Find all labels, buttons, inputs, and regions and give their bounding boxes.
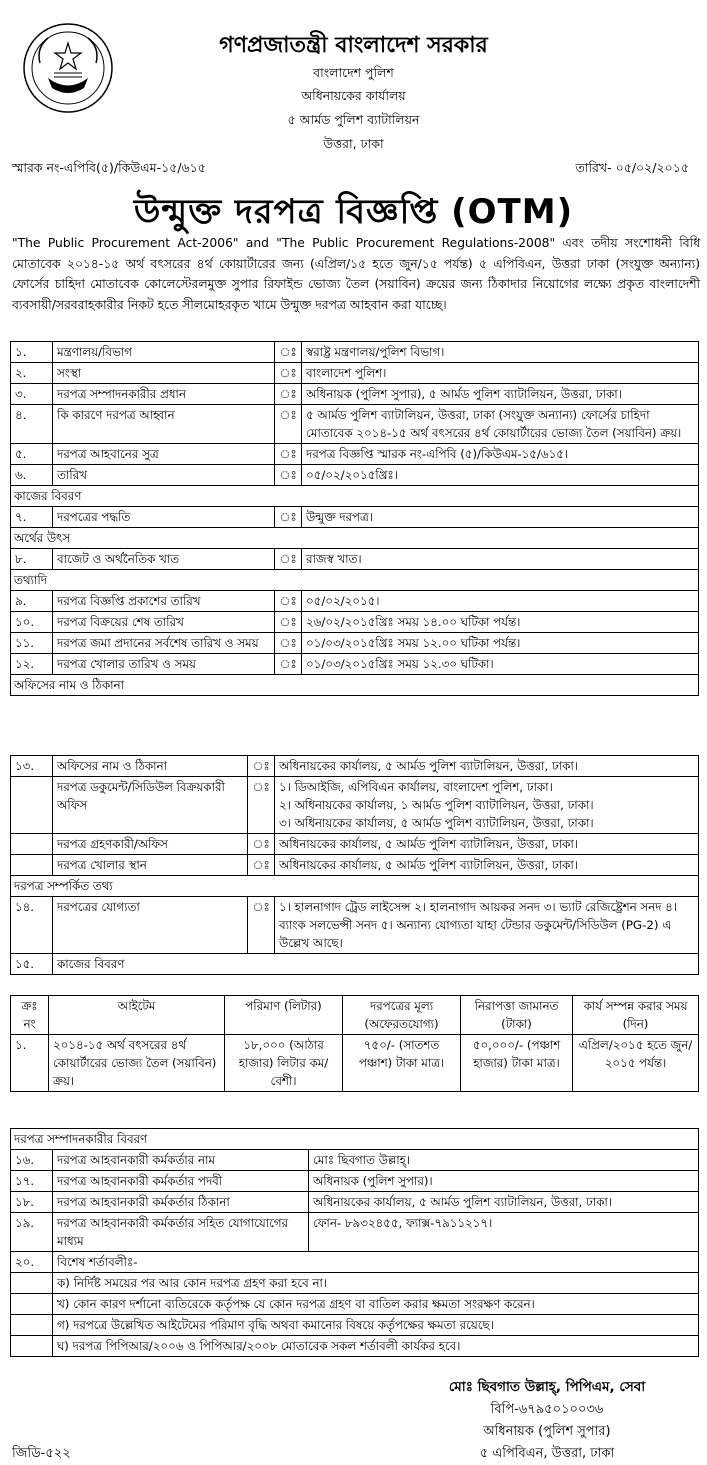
row-label: তারিখ <box>53 465 275 486</box>
row-number: ৫. <box>11 444 53 465</box>
colon: ঃ <box>275 612 302 633</box>
row-label: দরপত্র আহবানকারী কর্মকর্তার পদবী <box>53 1171 309 1192</box>
row-value: অধিনায়কের কার্যালয়, ৫ আর্মড পুলিশ ব্যাটালিয়ন, উত্তরা, ঢাকা। <box>275 756 699 777</box>
signatory-bp: বিপি-৬৭৯৫০১০০৩৬ <box>490 1402 604 1417</box>
table-row <box>11 777 699 834</box>
row-label: দরপত্র আহবানকারী কর্মকর্তার সহিত যোগাযোগের মাধ্যম <box>53 1213 309 1252</box>
row-value: ০৫/০২/২০১৫খ্রিঃ। <box>302 465 699 486</box>
colon: ঃ <box>275 654 302 675</box>
colon: ঃ <box>248 756 275 777</box>
colon: ঃ <box>275 384 302 405</box>
item-cell: এপ্রিল/২০১৫ হতে জুন/২০১৫ পর্যন্ত। <box>573 1035 699 1092</box>
colon: ঃ <box>248 855 275 876</box>
section-heading-work: কাজের বিবরণ <box>11 486 699 507</box>
row-number: ২০. <box>11 1252 53 1273</box>
table-row <box>11 756 699 777</box>
item-cell: ৭৫০/- (সাতশত পঞ্চাশ) টাকা মাত্র। <box>343 1035 461 1092</box>
row-number: ৯. <box>11 591 53 612</box>
memo-date: তারিখ- ০৫/০২/২০১৫ <box>575 160 689 175</box>
section-heading-office: অফিসের নাম ও ঠিকানা <box>11 675 699 696</box>
office-table <box>10 755 699 975</box>
column-header: নিরাপত্তা জামানত (টাকা) <box>461 996 573 1035</box>
signatory-designation: অধিনায়ক (পুলিশ সুপার) <box>483 1424 611 1439</box>
tender-info-table <box>10 341 699 696</box>
row-value: মোঃ ছিবগাত উল্লাহ্। <box>309 1150 699 1171</box>
header-line-4: উত্তরা, ঢাকা <box>323 136 384 151</box>
row-label: দরপত্র বিজ্ঞপ্তি প্রকাশের তারিখ <box>53 591 275 612</box>
colon: ঃ <box>275 633 302 654</box>
office-line: ১। ডিআইজি, এপিবিএন কার্যালয়, বাংলাদেশ পুলিশ, ঢাকা। <box>279 780 553 794</box>
section-heading-officer: দরপত্র সম্পাদনকারীর বিবরণ <box>11 1129 699 1150</box>
row-label: দরপত্র গ্রহণকারী/অফিস <box>53 834 248 855</box>
colon: ঃ <box>275 363 302 384</box>
row-label: দরপত্র খোলার তারিখ ও সময় <box>53 654 275 675</box>
item-cell: ১৮,০০০ (আঠার হাজার) লিটার কম/বেশী। <box>225 1035 343 1092</box>
row-number: ১০. <box>11 612 53 633</box>
condition-row <box>11 1315 699 1336</box>
row-value: ০১/০৩/২০১৫খ্রিঃ সময় ১২.০০ ঘটিকা পর্যন্ত। <box>302 633 699 654</box>
row-value: ১। হালনাগাদ ট্রেড লাইসেন্স ২। হালনাগাদ আয়কর সনদ ৩। ভ্যাট রেজিষ্ট্রেশন সনদ ৪। ব্যাংক সলভেন্সী সনদ ৫। অন্যান্য যোগ্যতা যাহা টেন্ডার ডকুমেন্ট/সিডিউল (PG-2) এ উল্লেখ আছে। <box>275 897 699 954</box>
row-label: কাজের বিবরণ <box>53 954 699 975</box>
section-heading-tender: দরপত্র সম্পর্কিত তথ্য <box>11 876 699 897</box>
row-number: ২. <box>11 363 53 384</box>
condition-text: গ) দরপত্রে উল্লেখিত আইটেমের পরিমাণ বৃদ্ধি অথবা কমানোর বিষয়ে কর্তৃপক্ষের ক্ষমতা রয়েছে। <box>53 1315 699 1336</box>
table-row <box>11 855 699 876</box>
table-row <box>11 897 699 954</box>
row-label: দরপত্র বিক্রয়ের শেষ তারিখ <box>53 612 275 633</box>
header-line-1: বাংলাদেশ পুলিশ <box>313 65 394 80</box>
row-label: দরপত্র খোলার স্থান <box>53 855 248 876</box>
condition-text: ক) নির্দিষ্ট সময়ের পর আর কোন দরপত্র গ্রহণ করা হবে না। <box>53 1273 699 1294</box>
row-number: ১৬. <box>11 1150 53 1171</box>
row-value: অধিনায়ক (পুলিশ সুপার)। <box>309 1171 699 1192</box>
row-value: অধিনায়কের কার্যালয়, ৫ আর্মড পুলিশ ব্যাটালিয়ন, উত্তরা, ঢাকা। <box>275 834 699 855</box>
row-number: ১৩. <box>11 756 53 777</box>
office-line: ৩। অধিনায়কের কার্যালয়, ৫ আর্মড পুলিশ ব্যাটালিয়ন, উত্তরা, ঢাকা। <box>279 816 594 830</box>
item-cell: ৫০,০০০/- (পঞ্চাশ হাজার) টাকা মাত্র। <box>461 1035 573 1092</box>
items-header-row <box>11 996 699 1035</box>
section-heading-fund: অর্থের উৎস <box>11 528 699 549</box>
row-label: দরপত্র আহবানের সুত্র <box>53 444 275 465</box>
row-number: ৮. <box>11 549 53 570</box>
row-value: ৫ আর্মড পুলিশ ব্যাটালিয়ন, উত্তরা, ঢাকা (সংযুক্ত অন্যান্য) ফোর্সের চাহিদা মোতাবেক ২০১৪-১৫ অর্থ বৎসরের ৪র্থ কোয়ার্টারের ভোজ্য তৈল (সয়াবিন) ক্রয়। <box>302 405 699 444</box>
condition-text: খ) কোন কারণ দর্শানো ব্যতিরেকে কর্তৃপক্ষ যে কোন দরপত্র গ্রহণ বা বাতিল করার ক্ষমতা সংরক্ষণ করেন। <box>53 1294 699 1315</box>
table-row <box>11 384 699 405</box>
row-value: দরপত্র বিজ্ঞপ্তি স্মারক নং-এপিবি (৫)/কিউএম-১৫/৬১৫। <box>302 444 699 465</box>
colon: ঃ <box>275 444 302 465</box>
table-row <box>11 954 699 975</box>
row-number <box>11 855 53 876</box>
colon: ঃ <box>248 777 275 834</box>
table-row <box>11 465 699 486</box>
officer-table <box>10 1128 699 1357</box>
row-number: ১৫. <box>11 954 53 975</box>
colon: ঃ <box>248 897 275 954</box>
table-row <box>11 363 699 384</box>
row-value: ফোন- ৮৯৩২৪৫৫, ফ্যাক্স-৭৯১১২১৭। <box>309 1213 699 1252</box>
row-value <box>275 777 699 834</box>
table-row <box>11 405 699 444</box>
row-label: দরপত্র আহবানকারী কর্মকর্তার নাম <box>53 1150 309 1171</box>
table-row <box>11 549 699 570</box>
row-number: ৩. <box>11 384 53 405</box>
row-number: ৬. <box>11 465 53 486</box>
table-row <box>11 654 699 675</box>
row-number: ৪. <box>11 405 53 444</box>
row-label: দরপত্রের পদ্ধতি <box>53 507 275 528</box>
header-line-3: ৫ আর্মড পুলিশ ব্যাটালিয়ন <box>287 112 420 127</box>
row-label: সংস্থা <box>53 363 275 384</box>
row-number: ১৭. <box>11 1171 53 1192</box>
row-value: অধিনায়ক (পুলিশ সুপার), ৫ আর্মড পুলিশ ব্যাটালিয়ন, উত্তরা, ঢাকা। <box>302 384 699 405</box>
row-label: দরপত্র আহবানকারী কর্মকর্তার ঠিকানা <box>53 1192 309 1213</box>
column-header: ক্রঃ নং <box>11 996 49 1035</box>
item-cell: ২০১৪-১৫ অর্থ বৎসরের ৪র্থ কোয়ার্টারের ভোজ্য তৈল (সয়াবিন) ক্রয়। <box>49 1035 225 1092</box>
colon: ঃ <box>275 342 302 363</box>
colon: ঃ <box>275 465 302 486</box>
row-label: দরপত্র সম্পাদনকারীর প্রধান <box>53 384 275 405</box>
header-line-2: অধিনায়কের কার্যালয় <box>301 88 406 103</box>
colon: ঃ <box>275 549 302 570</box>
table-row <box>11 1171 699 1192</box>
gd-number: জিডি-৫২২ <box>12 1446 71 1461</box>
table-row <box>11 1252 699 1273</box>
column-header: আইটেম <box>49 996 225 1035</box>
signatory-name: মোঃ ছিবগাত উল্লাহ্, পিপিএম, সেবা <box>448 1379 646 1395</box>
condition-row <box>11 1294 699 1315</box>
signatory-unit: ৫ এপিবিএন, উত্তরা, ঢাকা <box>479 1446 615 1461</box>
table-row <box>11 444 699 465</box>
memo-number: স্মারক নং-এপিবি(৫)/কিউএম-১৫/৬১৫ <box>12 160 206 175</box>
office-line: ২। অধিনায়কের কার্যালয়, ১ আর্মড পুলিশ ব্যাটালিয়ন, উত্তরা, ঢাকা। <box>279 798 594 812</box>
items-table <box>10 995 699 1092</box>
table-row <box>11 591 699 612</box>
government-title: গণপ্রজাতন্ত্রী বাংলাদেশ সরকার <box>219 33 488 58</box>
row-number: ১১. <box>11 633 53 654</box>
row-value: ২৬/০২/২০১৫খ্রিঃ সময় ১৪.০০ ঘটিকা পর্যন্ত। <box>302 612 699 633</box>
table-row <box>11 507 699 528</box>
column-header: কার্য সম্পন্ন করার সময় (দিন) <box>573 996 699 1035</box>
condition-row <box>11 1273 699 1294</box>
colon: ঃ <box>248 834 275 855</box>
table-row <box>11 1213 699 1252</box>
section-heading-info: তথ্যাদি <box>11 570 699 591</box>
colon: ঃ <box>275 507 302 528</box>
table-row <box>11 612 699 633</box>
table-row <box>11 834 699 855</box>
notice-title: উন্মুক্ত দরপত্র বিজ্ঞপ্তি (OTM) <box>133 192 574 232</box>
row-label: দরপত্র জমা প্রদানের সর্বশেষ তারিখ ও সময় <box>53 633 275 654</box>
condition-row <box>11 1336 699 1357</box>
row-number: ১২. <box>11 654 53 675</box>
row-number <box>11 777 53 834</box>
row-label: মন্ত্রণালয়/বিভাগ <box>53 342 275 363</box>
condition-text: ঘ) দরপত্র পিপিআর/২০০৬ ও পিপিআর/২০০৮ মোতাবেক সকল শর্তাবলী কার্যকর হবে। <box>53 1336 699 1357</box>
row-value: অধিনায়কের কার্যালয়, ৫ আর্মড পুলিশ ব্যাটালিয়ন, উত্তরা, ঢাকা। <box>309 1192 699 1213</box>
row-number: ১৯. <box>11 1213 53 1252</box>
row-value: স্বরাষ্ট্র মন্ত্রণালয়/পুলিশ বিভাগ। <box>302 342 699 363</box>
colon: ঃ <box>275 591 302 612</box>
row-label: দরপত্র ডকুমেন্ট/সিডিউল বিক্রয়কারী অফিস <box>53 777 248 834</box>
table-row <box>11 1192 699 1213</box>
row-number: ১৮. <box>11 1192 53 1213</box>
table-row <box>11 1035 699 1092</box>
row-value: উন্মুক্ত দরপত্র। <box>302 507 699 528</box>
row-number: ৭. <box>11 507 53 528</box>
row-label: দরপত্রের যোগ্যতা <box>53 897 248 954</box>
row-value: বাংলাদেশ পুলিশ। <box>302 363 699 384</box>
table-row <box>11 633 699 654</box>
column-header: পরিমাণ (লিটার) <box>225 996 343 1035</box>
item-cell: ১. <box>11 1035 49 1092</box>
row-label: বাজেট ও অর্থনৈতিক খাত <box>53 549 275 570</box>
intro-paragraph: "The Public Procurement Act-2006" and "The Public Procurement Regulations-2008" এবং তদীয় সংশোধনী বিধি মোতাবেক ২০১৪-১৫ অর্থ বৎসরের ৪র্থ কোয়ার্টারের জন্য (এপ্রিল/১৫ হতে জুন/১৫ পর্যন্ত) ৫ এপিবিএন, উত্তরা ঢাকা (সংযুক্ত অন্যান্য) ফোর্সের চাহিদা মোতাবেক কোলেস্টেরলমুক্ত সুপার রিফাইন্ড ভোজ্য তৈল (সয়াবিন) ক্রয়ের জন্য ঠিকাদার নিয়োগের লক্ষ্যে প্রকৃত বাংলাদেশী ব্যবসায়ী/সরবরাহকারীর নিকট হতে সীলমোহরকৃত খামে উন্মুক্ত দরপত্র আহবান করা যাচ্ছে। <box>12 236 700 312</box>
row-number: ১৪. <box>11 897 53 954</box>
column-header: দরপত্রের মূল্য (অফেরতযোগ্য) <box>343 996 461 1035</box>
row-value: রাজস্ব খাত। <box>302 549 699 570</box>
table-row <box>11 1150 699 1171</box>
row-value: ০১/০৩/২০১৫খ্রিঃ সময় ১২.৩০ ঘটিকা। <box>302 654 699 675</box>
row-number: ১. <box>11 342 53 363</box>
colon: ঃ <box>275 405 302 444</box>
row-label: অফিসের নাম ও ঠিকানা <box>53 756 248 777</box>
row-label: বিশেষ শর্তাবলীঃ- <box>53 1252 699 1273</box>
row-label: কি কারণে দরপত্র আহ্বান <box>53 405 275 444</box>
row-value: অধিনায়কের কার্যালয়, ৫ আর্মড পুলিশ ব্যাটালিয়ন, উত্তরা, ঢাকা। <box>275 855 699 876</box>
row-number <box>11 834 53 855</box>
row-value: ০৫/০২/২০১৫। <box>302 591 699 612</box>
table-row <box>11 342 699 363</box>
